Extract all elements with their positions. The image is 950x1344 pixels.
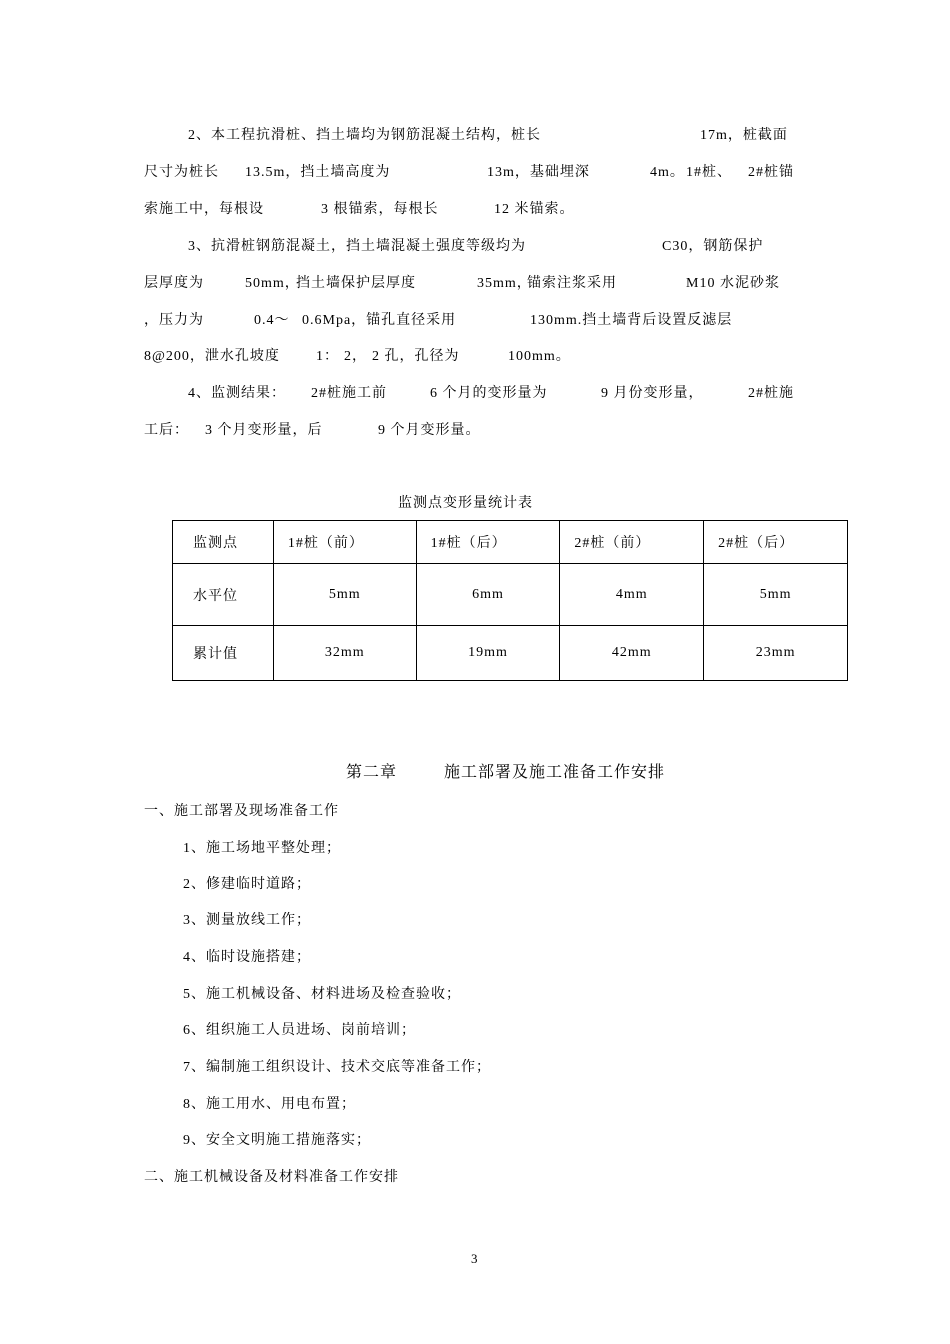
para4-line1-a: 4、监测结果： — [188, 386, 286, 401]
para3-line4-e: 100mm。 — [508, 349, 571, 364]
table-cell: 23mm — [704, 626, 848, 681]
para2-line2-f: 2#桩锚 — [748, 165, 794, 180]
table-cell: 4mm — [560, 564, 704, 626]
para3-line4-a: 8@200，泄水孔坡度 — [144, 349, 280, 364]
para2-line1-b: 17m，桩截面 — [700, 128, 788, 143]
table-header-cell: 2#桩（前） — [560, 521, 704, 564]
para3-line3-b: 0.4～ — [254, 313, 290, 328]
para3-line2-a: 层厚度为 — [144, 276, 204, 291]
para2-line2-e: 1#桩、 — [686, 165, 732, 180]
para3-line2-e: 锚索注浆采用 — [527, 276, 617, 291]
list-item: 6、组织施工人员进场、岗前培训； — [183, 1023, 416, 1038]
para2-line2-a: 尺寸为桩长 — [144, 165, 219, 180]
table-header-cell: 监测点 — [173, 521, 274, 564]
para3-line2-c: 挡土墙保护层厚度 — [296, 276, 416, 291]
para3-line2-f: M10 水泥砂浆 — [686, 276, 780, 291]
para2-line3-b: 3 根锚索，每根长 — [321, 202, 439, 217]
para4-line2-c: 9 个月变形量。 — [378, 423, 481, 438]
para2-line3-a: 索施工中，每根设 — [144, 202, 264, 217]
table-caption: 监测点变形量统计表 — [398, 496, 533, 511]
para4-line1-d: 9 月份变形量， — [601, 386, 704, 401]
table-header-cell: 1#桩（前） — [273, 521, 416, 564]
para3-line1-b: C30，钢筋保护 — [662, 239, 764, 254]
para3-line1-a: 3、抗滑桩钢筋混凝土，挡土墙混凝土强度等级均为 — [188, 239, 526, 254]
para3-line4-c: 2， — [344, 349, 367, 364]
list-item: 5、施工机械设备、材料进场及检查验收； — [183, 987, 461, 1002]
list-item: 2、修建临时道路； — [183, 877, 311, 892]
list-item: 3、测量放线工作； — [183, 913, 311, 928]
para2-line3-c: 12 米锚索。 — [494, 202, 575, 217]
table-header-cell: 1#桩（后） — [416, 521, 560, 564]
para2-line2-d: 4m。 — [650, 165, 685, 180]
section-heading: 二、施工机械设备及材料准备工作安排 — [144, 1170, 399, 1185]
list-item: 7、编制施工组织设计、技术交底等准备工作； — [183, 1060, 491, 1075]
chapter-title: 施工部署及施工准备工作安排 — [444, 764, 666, 781]
list-item: 1、施工场地平整处理； — [183, 841, 341, 856]
para4-line1-e: 2#桩施 — [748, 386, 794, 401]
para3-line3-a: ，压力为 — [144, 313, 204, 328]
table-row — [173, 564, 848, 626]
monitoring-table — [172, 520, 848, 681]
para3-line4-d: 2 孔，孔径为 — [372, 349, 460, 364]
table-cell: 累计值 — [173, 626, 274, 681]
para2-line1-a: 2、本工程抗滑桩、挡土墙均为钢筋混凝土结构，桩长 — [188, 128, 541, 143]
para4-line2-b: 3 个月变形量，后 — [205, 423, 323, 438]
table-cell: 42mm — [560, 626, 704, 681]
para2-line2-b: 13.5m，挡土墙高度为 — [245, 165, 391, 180]
table-cell: 5mm — [704, 564, 848, 626]
para3-line3-c: 0.6Mpa，锚孔直径采用 — [302, 313, 457, 328]
para3-line2-d: 35mm， — [477, 276, 532, 291]
chapter-number: 第二章 — [346, 764, 398, 781]
para3-line2-b: 50mm， — [245, 276, 300, 291]
para3-line4-b: 1： — [316, 349, 339, 364]
page-number: 3 — [471, 1251, 479, 1266]
para3-line3-d: 130mm.挡土墙背后设置反滤层 — [530, 313, 733, 328]
table-cell: 32mm — [273, 626, 416, 681]
para4-line2-a: 工后： — [144, 423, 189, 438]
table-cell: 5mm — [273, 564, 416, 626]
table-cell: 水平位 — [173, 564, 274, 626]
table-cell: 19mm — [416, 626, 560, 681]
list-item: 4、临时设施搭建； — [183, 950, 311, 965]
list-item: 8、施工用水、用电布置； — [183, 1097, 356, 1112]
table-row — [173, 626, 848, 681]
para4-line1-b: 2#桩施工前 — [311, 386, 387, 401]
table-header-cell: 2#桩（后） — [704, 521, 848, 564]
para4-line1-c: 6 个月的变形量为 — [430, 386, 548, 401]
table-cell: 6mm — [416, 564, 560, 626]
section-heading: 一、施工部署及现场准备工作 — [144, 804, 339, 819]
table-header-row — [173, 521, 848, 564]
list-item: 9、安全文明施工措施落实； — [183, 1133, 371, 1148]
para2-line2-c: 13m，基础埋深 — [487, 165, 590, 180]
